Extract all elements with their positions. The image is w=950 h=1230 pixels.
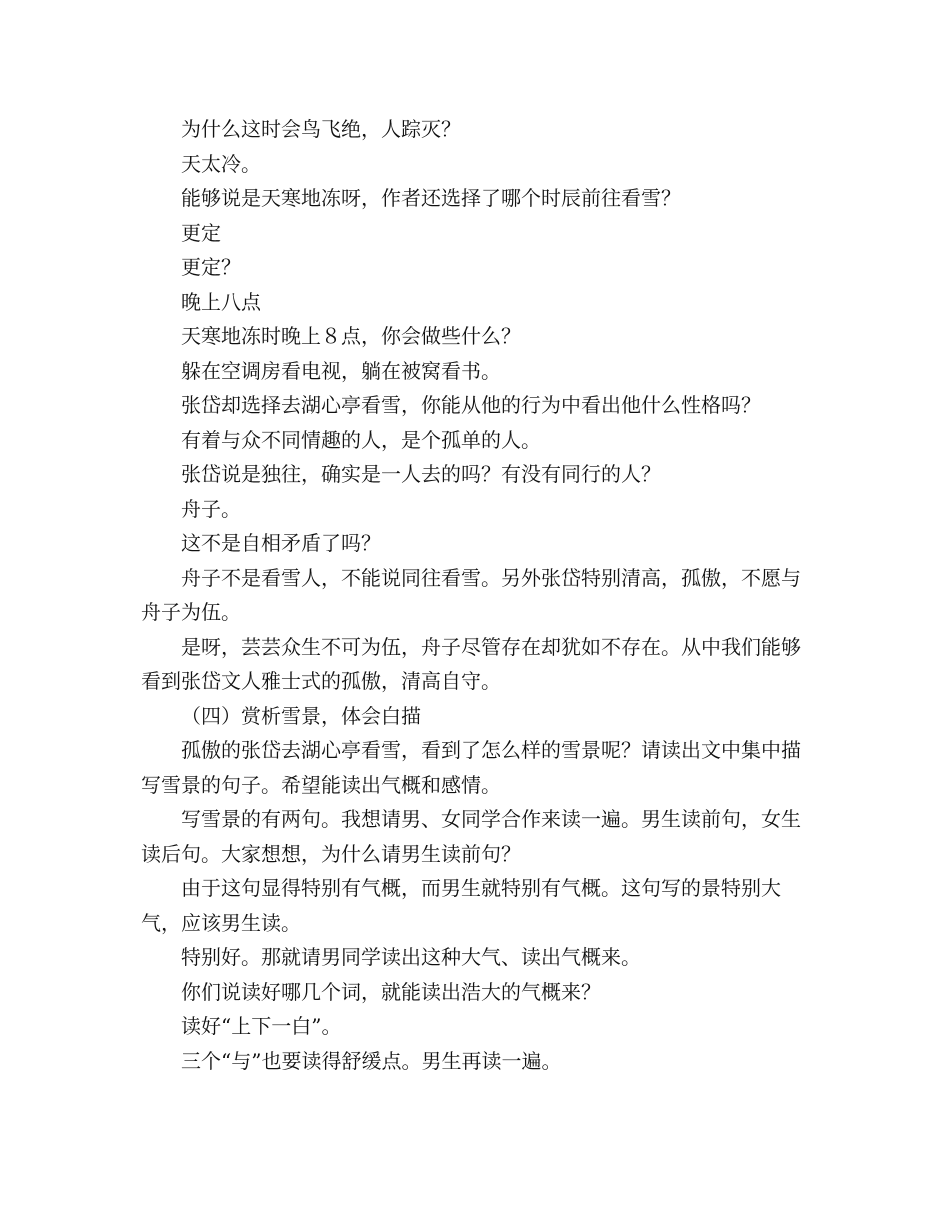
- paragraph: 你们说读好哪几个词，就能读出浩大的气概来？: [181, 979, 601, 1004]
- paragraph: 能够说是天寒地冻呀，作者还选择了哪个时辰前往看雪？: [181, 186, 681, 210]
- paragraph: 更定: [181, 220, 221, 245]
- paragraph: 天寒地冻时晚上８点，你会做些什么？: [181, 324, 521, 348]
- paragraph: 是呀，芸芸众生不可为伍，舟子尽管存在却犹如不存在。从中我们能够看到张岱文人雅士式的孤傲，清高自守。: [141, 634, 801, 693]
- paragraph: 有着与众不同情趣的人，是个孤单的人。: [181, 427, 541, 452]
- paragraph: 三个“与”也要读得舒缓点。男生再读一遍。: [181, 1048, 562, 1073]
- document-body: [141, 112, 813, 1078]
- paragraph: 为什么这时会鸟飞绝，人踪灭？: [181, 117, 461, 141]
- paragraph: 躲在空调房看电视，躺在被窝看书。: [181, 358, 501, 383]
- paragraph: 特别好。那就请男同学读出这种大气、读出气概来。: [181, 945, 641, 969]
- paragraph: 舟子不是看雪人，不能说同往看雪。另外张岱特别清高，孤傲，不愿与舟子为伍。: [141, 565, 801, 624]
- paragraph: 舟子。: [181, 496, 241, 521]
- paragraph: 张岱说是独往，确实是一人去的吗？有没有同行的人？: [181, 462, 661, 486]
- paragraph: 这不是自相矛盾了吗？: [181, 531, 381, 555]
- paragraph: 写雪景的有两句。我想请男、女同学合作来读一遍。男生读前句，女生读后句。大家想想，为什么请男生读前句？: [141, 807, 801, 866]
- paragraph: 晚上八点: [181, 289, 261, 314]
- paragraph: 孤傲的张岱去湖心亭看雪，看到了怎么样的雪景呢？请读出文中集中描写雪景的句子。希望能读出气概和感情。: [141, 738, 801, 797]
- paragraph: 张岱却选择去湖心亭看雪，你能从他的行为中看出他什么性格吗？: [181, 393, 761, 417]
- paragraph: 读好“上下一白”。: [181, 1014, 342, 1038]
- paragraph: 更定？: [181, 255, 241, 279]
- paragraph: 天太冷。: [181, 151, 261, 176]
- paragraph: 由于这句显得特别有气概，而男生就特别有气概。这句写的景特别大气，应该男生读。: [141, 876, 781, 935]
- section-heading: （四）赏析雪景，体会白描: [181, 703, 421, 728]
